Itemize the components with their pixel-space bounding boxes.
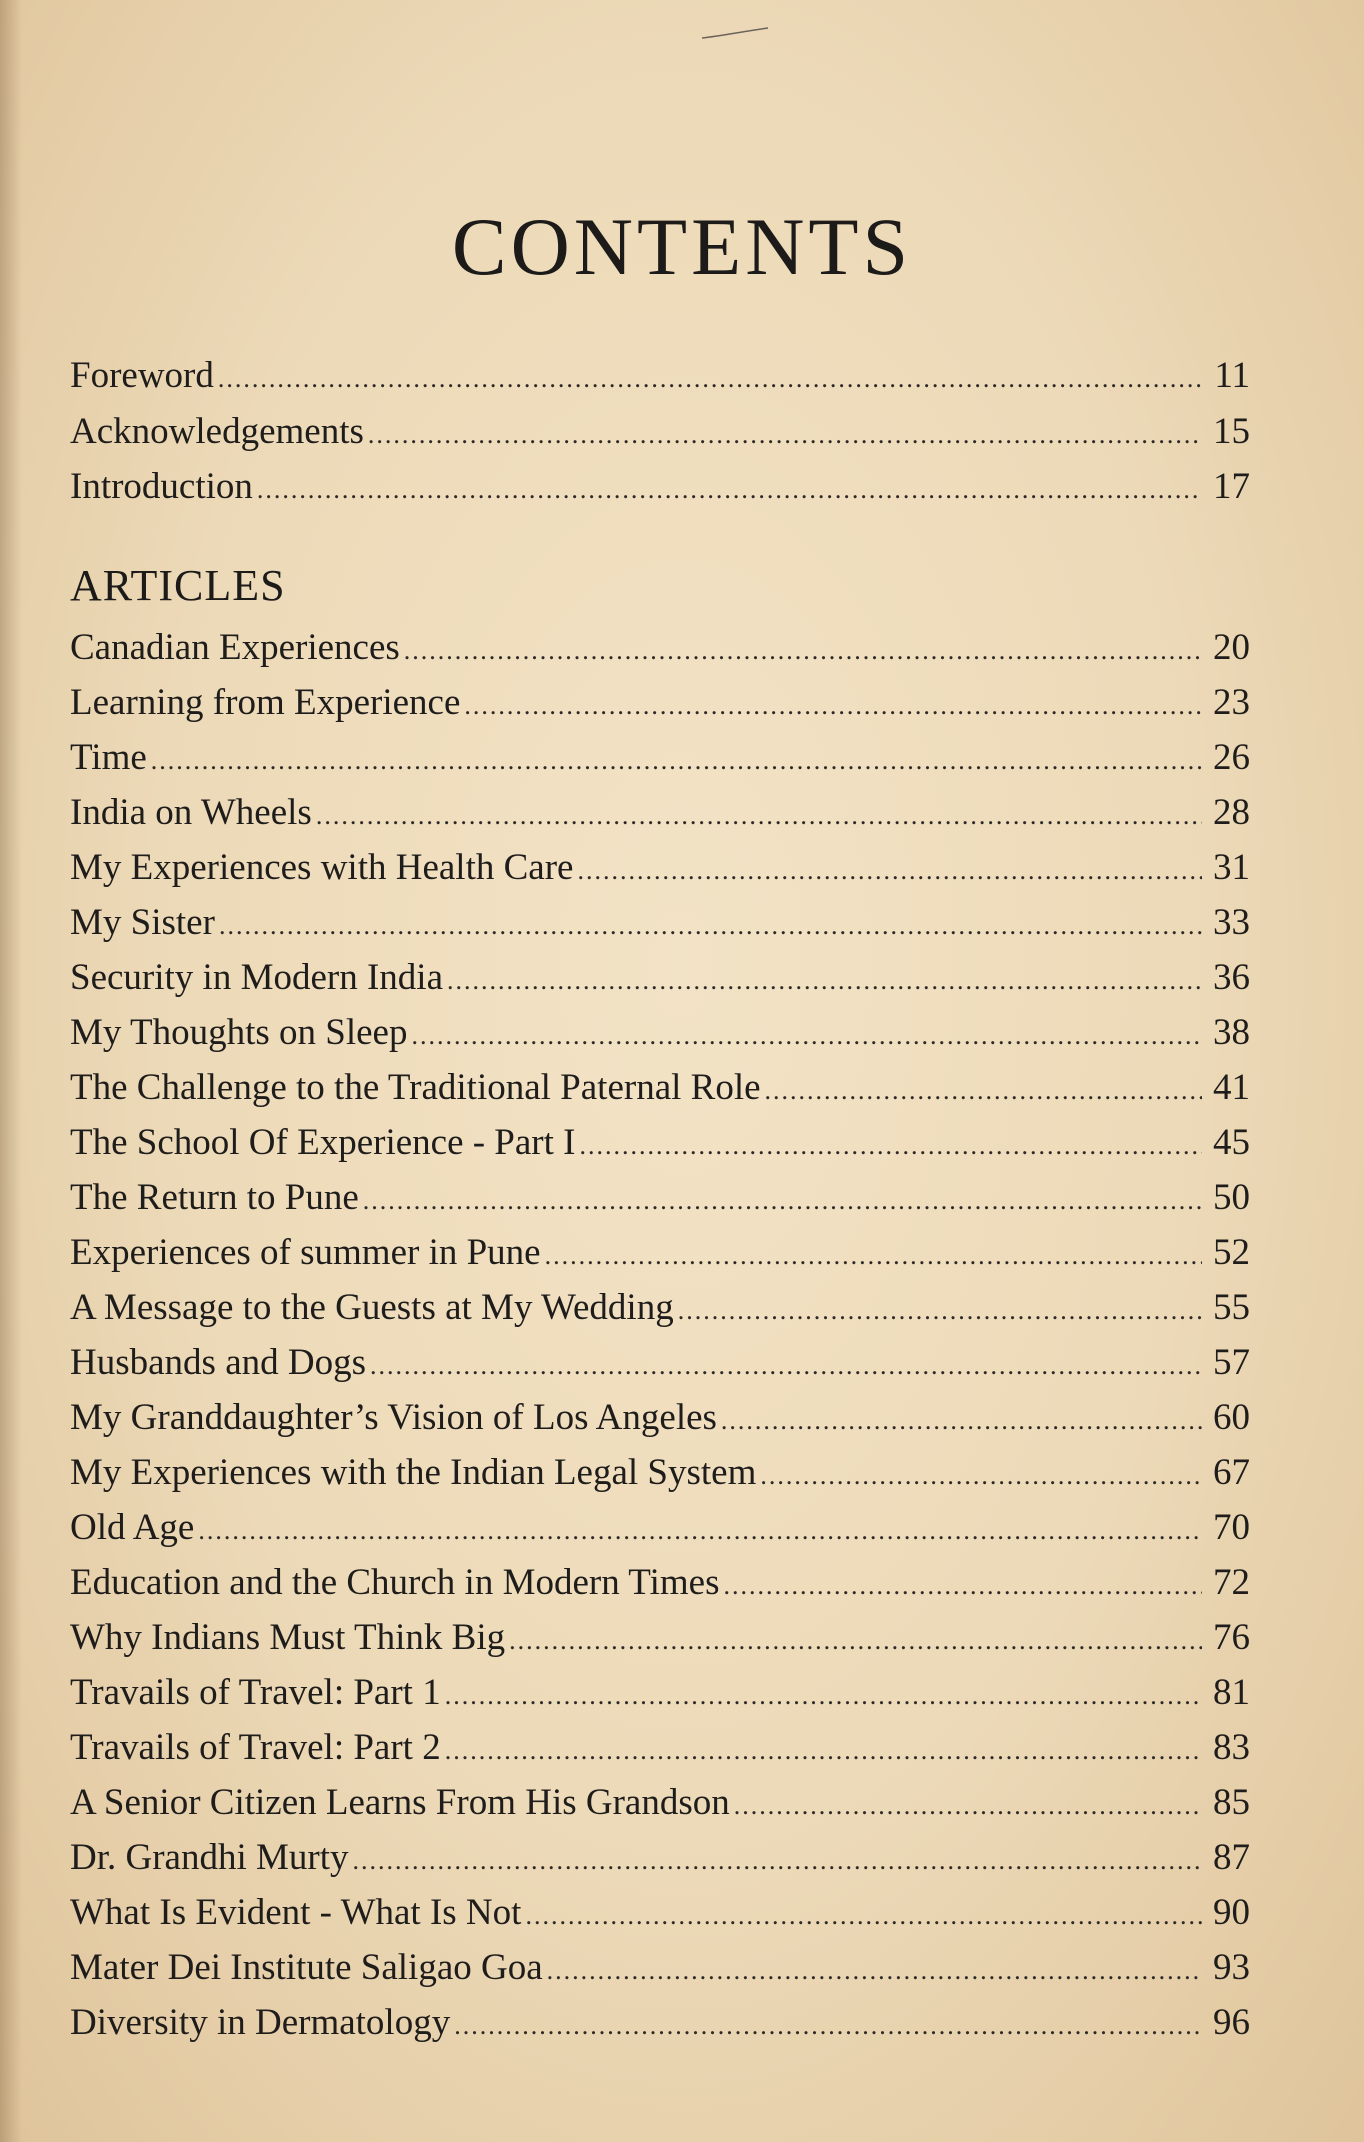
toc-entry xyxy=(70,1280,1250,1335)
toc-entry xyxy=(70,1610,1250,1665)
entry-page: 57 xyxy=(1213,1342,1250,1383)
entry-page: 28 xyxy=(1213,792,1250,833)
toc-entry xyxy=(70,1995,1250,2050)
toc-entry xyxy=(70,620,1250,675)
entry-title: The School Of Experience - Part I xyxy=(70,1122,576,1163)
entry-title: Introduction xyxy=(70,466,253,507)
dot-leader xyxy=(454,1998,1202,2053)
dot-leader xyxy=(151,733,1202,788)
entry-page: 67 xyxy=(1213,1452,1250,1493)
toc-entry xyxy=(70,1445,1250,1500)
toc-entry xyxy=(70,895,1250,950)
dot-leader xyxy=(579,1118,1202,1173)
dot-leader xyxy=(368,407,1202,462)
entry-title: What Is Evident - What Is Not xyxy=(70,1892,522,1933)
entry-page: 76 xyxy=(1213,1617,1250,1658)
toc-entry xyxy=(70,1335,1250,1390)
dot-leader xyxy=(445,1668,1202,1723)
toc-entry xyxy=(70,1940,1250,1995)
toc-entry xyxy=(70,1390,1250,1445)
dot-leader xyxy=(547,1943,1202,1998)
entry-title: Husbands and Dogs xyxy=(70,1342,366,1383)
dot-leader xyxy=(447,953,1202,1008)
dot-leader xyxy=(525,1888,1202,1943)
toc-entry xyxy=(70,675,1250,730)
toc-entry xyxy=(70,1885,1250,1940)
dot-leader xyxy=(765,1063,1202,1118)
entry-page: 15 xyxy=(1213,410,1250,452)
entry-title: My Experiences with Health Care xyxy=(70,847,574,888)
toc-entry xyxy=(70,950,1250,1005)
dot-leader xyxy=(678,1283,1202,1338)
toc-entry xyxy=(70,348,1250,404)
entry-title: Acknowledgements xyxy=(70,410,364,452)
entry-title: The Challenge to the Traditional Paternal Role xyxy=(70,1067,761,1108)
entry-page: 50 xyxy=(1213,1177,1250,1218)
dot-leader xyxy=(316,788,1202,843)
entry-title: My Sister xyxy=(70,902,215,943)
toc-entry xyxy=(70,1555,1250,1610)
entry-title: Old Age xyxy=(70,1507,195,1548)
toc-entry xyxy=(70,1060,1250,1115)
dot-leader xyxy=(577,843,1202,898)
entry-page: 90 xyxy=(1213,1892,1250,1933)
entry-page: 85 xyxy=(1213,1782,1250,1823)
dot-leader xyxy=(370,1338,1202,1393)
entry-page: 33 xyxy=(1213,902,1250,943)
pencil-mark xyxy=(700,26,770,42)
entry-title: My Thoughts on Sleep xyxy=(70,1012,408,1053)
entry-page: 60 xyxy=(1213,1397,1250,1438)
dot-leader xyxy=(445,1723,1202,1778)
dot-leader xyxy=(724,1558,1203,1613)
dot-leader xyxy=(218,351,1202,406)
entry-title: Travails of Travel: Part 2 xyxy=(70,1727,441,1768)
entry-title: Learning from Experience xyxy=(70,682,461,723)
entry-title: Experiences of summer in Pune xyxy=(70,1232,541,1273)
entry-title: Time xyxy=(70,737,147,778)
entry-title: Why Indians Must Think Big xyxy=(70,1617,506,1658)
section-heading: ARTICLES xyxy=(70,561,286,610)
front-matter-list xyxy=(70,348,1250,515)
toc-entry xyxy=(70,1775,1250,1830)
entry-page: 36 xyxy=(1213,957,1250,998)
dot-leader xyxy=(257,462,1202,517)
page-title: CONTENTS xyxy=(451,201,913,292)
toc-entry xyxy=(70,1665,1250,1720)
entry-page: 11 xyxy=(1214,355,1250,396)
entry-title: India on Wheels xyxy=(70,792,312,833)
entry-title: Diversity in Dermatology xyxy=(70,2002,451,2043)
dot-leader xyxy=(353,1833,1203,1888)
dot-leader xyxy=(198,1503,1202,1558)
entry-title: A Message to the Guests at My Wedding xyxy=(70,1287,674,1328)
toc-entry xyxy=(70,1500,1250,1555)
entry-title: Canadian Experiences xyxy=(70,627,400,668)
toc-entry xyxy=(70,1170,1250,1225)
entry-page: 31 xyxy=(1213,847,1250,888)
dot-leader xyxy=(509,1613,1202,1668)
entry-page: 26 xyxy=(1213,737,1250,778)
entry-page: 81 xyxy=(1213,1672,1250,1713)
toc-entry xyxy=(70,1720,1250,1775)
entry-title: The Return to Pune xyxy=(70,1177,359,1218)
entry-page: 87 xyxy=(1213,1837,1250,1878)
entry-page: 96 xyxy=(1213,2002,1250,2043)
toc-entry xyxy=(70,1005,1250,1060)
toc-entry xyxy=(70,730,1250,785)
entry-title: My Experiences with the Indian Legal System xyxy=(70,1452,757,1493)
entry-title: Security in Modern India xyxy=(70,957,443,998)
entry-title: Dr. Grandhi Murty xyxy=(70,1837,349,1878)
entry-title: My Granddaughter’s Vision of Los Angeles xyxy=(70,1397,717,1438)
entry-page: 93 xyxy=(1213,1947,1250,1988)
entry-page: 72 xyxy=(1213,1562,1250,1603)
dot-leader xyxy=(411,1008,1202,1063)
toc-entry xyxy=(70,459,1250,515)
entry-page: 17 xyxy=(1213,466,1250,507)
entry-title: Education and the Church in Modern Times xyxy=(70,1562,720,1603)
toc-entry xyxy=(70,404,1250,460)
entry-page: 55 xyxy=(1213,1287,1250,1328)
toc-entry xyxy=(70,1115,1250,1170)
dot-leader xyxy=(404,623,1202,678)
dot-leader xyxy=(545,1228,1202,1283)
entry-page: 45 xyxy=(1213,1122,1250,1163)
entry-title: Mater Dei Institute Saligao Goa xyxy=(70,1947,543,1988)
entry-page: 83 xyxy=(1213,1727,1250,1768)
toc-entry xyxy=(70,785,1250,840)
dot-leader xyxy=(219,898,1202,953)
toc-entry xyxy=(70,840,1250,895)
entry-title: Travails of Travel: Part 1 xyxy=(70,1672,441,1713)
dot-leader xyxy=(363,1173,1202,1228)
entry-page: 70 xyxy=(1213,1507,1250,1548)
entry-page: 41 xyxy=(1213,1067,1250,1108)
toc-entry xyxy=(70,1830,1250,1885)
dot-leader xyxy=(734,1778,1202,1833)
dot-leader xyxy=(721,1393,1202,1448)
entry-page: 23 xyxy=(1213,682,1250,723)
dot-leader xyxy=(464,678,1202,733)
entry-page: 20 xyxy=(1213,627,1250,668)
page-gutter-shadow xyxy=(0,0,22,2142)
articles-list xyxy=(70,620,1250,2050)
entry-page: 52 xyxy=(1213,1232,1250,1273)
toc-entry xyxy=(70,1225,1250,1280)
entry-title: A Senior Citizen Learns From His Grandson xyxy=(70,1782,730,1823)
dot-leader xyxy=(760,1448,1202,1503)
entry-title: Foreword xyxy=(70,355,214,396)
entry-page: 38 xyxy=(1213,1012,1250,1053)
